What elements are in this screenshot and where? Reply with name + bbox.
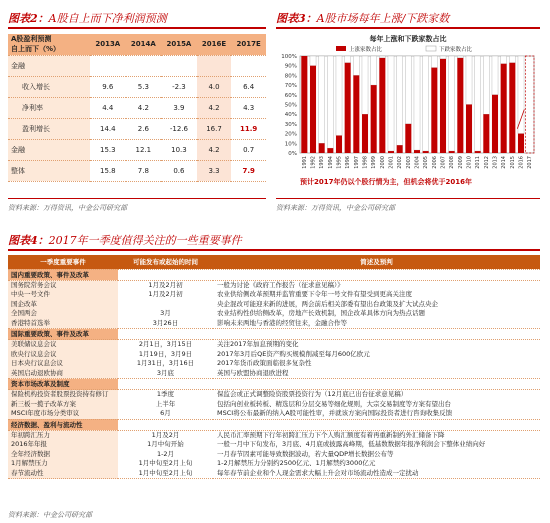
bar-down [353,56,359,75]
section-header-row [8,329,540,340]
bar-up [423,151,429,153]
fig4-body [8,269,540,479]
section-column-c1 [8,430,118,479]
y-tick-label: 0% [288,151,297,157]
bar-up [379,58,385,153]
x-tick-label: 1992 [310,156,317,169]
bar-up [388,151,394,153]
fig4-header-desc: 简述及预判 [213,255,540,269]
section-spacer [118,329,213,340]
cell-line: 一般一月中下旬发布，3月底、4月底或披露高峰期，低基数数据年报净利润会下整体业绩向好 [217,440,486,448]
cell-line: 1月及2月初 [148,280,183,289]
section-column-c3 [213,280,540,329]
cell-line: 一月春节因素可能导致数据波动，若大量QDP增长数据公布等 [217,449,394,458]
cell-line: 央企混改可能迎来新的进展，两会前后相关部委有望出台政策及扩大试点央企 [217,299,438,308]
fig2-header-year: 2017E [231,34,266,55]
cell-line: 1月中旬至2月上旬 [138,459,193,467]
cell-line: 3月 [160,309,171,317]
table-cell: 4.3 [231,97,266,118]
table-cell [126,55,162,76]
fig2-title-text: A股自上而下净利润预测 [48,12,167,25]
fig2-header-year: 2016E [197,34,232,55]
bar-up [457,58,463,153]
x-tick-label: 2010 [466,156,473,169]
x-tick-label: 2001 [388,156,395,169]
bar-up [345,63,351,153]
cell-line [118,300,213,310]
section-title: 国内重要政策、事件及改革 [8,269,118,280]
section-column-c3 [213,390,540,420]
bar-up [397,145,403,153]
cell-line: 1月中旬至2月上旬 [138,468,193,477]
table-cell: 0.6 [161,160,197,181]
table-cell [197,55,232,76]
bar-down [371,56,377,85]
table-row [8,76,266,97]
table-cell: 15.3 [90,139,126,160]
x-tick-label: 1995 [336,156,343,169]
table-cell: 12.1 [126,139,162,160]
bar-up [483,114,489,153]
x-tick-label: 2005 [423,156,430,169]
bar-up [440,59,446,153]
cell-line: 3月底 [156,368,175,377]
x-tick-label: 2015 [509,156,516,169]
bar-up [353,75,359,153]
table-cell: 3.9 [161,97,197,118]
fig3-title-text: A股市场每年上涨/下跌家数 [316,12,450,25]
bar-up [414,150,420,153]
bar-up [466,105,472,154]
row-label: 收入增长 [8,76,90,97]
bar-down [431,56,437,68]
forecast-highlight [525,56,534,153]
x-tick-label: 2002 [397,156,404,169]
cell-line: 日本央行议息会议 [11,359,63,367]
section-content-row [8,340,540,379]
table-row [8,118,266,139]
x-tick-label: 2016 [518,156,525,169]
bar-down [405,56,411,124]
cell-line: 1月中旬开始 [147,440,184,448]
cell-line: 1-2月 [156,449,175,458]
table-cell: 5.3 [126,76,162,97]
table-cell [90,55,126,76]
y-tick-label: 10% [284,141,297,148]
section-spacer [213,379,540,390]
y-tick-label: 20% [284,131,297,138]
table-cell: 7.8 [126,160,162,181]
y-tick-label: 50% [284,102,297,109]
bar-down [466,56,472,105]
cell-line: 每年春节前企业和个人现金需求大幅上升会对市场流动性造成一定扰动 [217,468,419,477]
section-column-c2 [118,390,213,420]
section-header-row [8,379,540,390]
cell-line: 一般为讨论《政府工作报告（征求意见稿）》 [217,280,344,289]
table-cell: -12.6 [161,118,197,139]
legend-swatch-down [426,46,436,51]
y-tick-label: 30% [284,121,297,128]
x-tick-label: 2008 [449,156,456,169]
fig4-source: 资料来源：中金公司研究部 [8,511,92,519]
section-title: 资本市场改革及制度 [8,379,118,390]
cell-line: 春节流动性 [11,468,44,477]
table-cell [231,55,266,76]
cell-line: 1季度 [156,390,175,398]
table-cell: 15.8 [90,160,126,181]
cell-line: 美联储议息会议 [11,340,57,348]
x-tick-label: 1994 [327,156,334,169]
section-column-c1 [8,390,118,420]
cell-line: 国务院常务会议 [11,280,57,289]
fig4-header-row [8,255,540,269]
fig2-table [8,34,266,182]
bar-up [431,68,437,153]
section-spacer [118,379,213,390]
legend-label-up: 上涨家数占比 [349,47,383,53]
table-cell: 4.2 [126,97,162,118]
section-column-c2 [118,340,213,379]
fig3-source: 资料来源：万得资讯，中金公司研究部 [276,204,395,212]
x-tick-label: 1991 [301,156,308,169]
bar-down [518,56,524,134]
bar-down [327,56,333,148]
bar-down [449,56,455,151]
y-tick-label: 60% [284,92,297,99]
bar-up [449,151,455,153]
row-label: 盈利增长 [8,118,90,139]
y-tick-label: 100% [281,54,297,60]
fig2-title [8,10,167,26]
section-column-c2 [118,280,213,329]
cell-line: 影响未来两地与香港的经贸往来，金融合作等 [217,318,347,327]
cell-line: 英国启动退欧协商 [11,368,63,377]
x-tick-label: 1998 [362,156,369,169]
section-title: 国际重要政策、事件及改革 [8,329,118,340]
section-column-c1 [8,280,118,329]
fig2-header-year: 2013A [90,34,126,55]
bar-up [362,114,368,153]
fig4-title [8,232,242,248]
bar-down [310,56,316,66]
table-cell: 4.4 [90,97,126,118]
cell-line: 2016年年报 [11,440,48,448]
bar-down [475,56,481,151]
table-row [8,139,266,160]
cell-line: 2月1日，3月15日 [138,340,193,348]
bar-up [319,143,325,153]
row-label: 整体 [8,160,90,181]
x-tick-label: 2014 [501,156,508,169]
x-tick-label: 2006 [431,156,438,169]
bar-down [501,56,507,64]
fig2-header-label: A股盈利预测 自上而下（%） [8,34,90,55]
cell-line: 欧央行议息会议 [11,349,57,358]
cell-line: 3月26日 [152,318,179,327]
fig4-title-text: 2017年一季度值得关注的一些重要事件 [48,234,242,247]
fig2-header-year: 2015A [161,34,197,55]
y-tick-label: 70% [284,83,297,90]
bar-up [310,66,316,153]
bar-down [492,56,498,95]
table-cell: 6.4 [231,76,266,97]
fig3-title [276,10,449,26]
cell-line: 包括向创业板转板、精选层和分层交易等细化规则，大宗交易制度等方案有望出台 [217,399,451,408]
x-tick-label: 2003 [405,156,412,169]
section-content-row [8,280,540,329]
bar-down [509,56,515,63]
cell-line: 国企改革 [11,299,37,308]
table-cell: 3.3 [197,160,232,181]
section-spacer [118,419,213,430]
fig2-source: 资料来源：万得资讯，中金公司研究部 [8,204,127,212]
legend-label-down: 下跌家数占比 [439,47,473,53]
bar-down [379,56,385,58]
bar-down [388,56,394,151]
table-cell: 2.6 [126,118,162,139]
cell-line: 2017年3月后QE资产购买规模削减至每月600亿欧元 [217,349,370,358]
table-cell: 9.6 [90,76,126,97]
bar-down [336,56,342,136]
fig3-title-num: 图表3： [276,12,317,25]
x-tick-label: 1993 [319,156,326,169]
row-label: 金融 [8,139,90,160]
x-tick-label: 2007 [440,156,447,169]
cell-line: 1月及2月 [151,430,180,439]
x-tick-label: 2012 [483,156,490,169]
cell-line: 1月19日，3月9日 [138,349,193,358]
fig4-header-event: 一季度重要事件 [8,255,118,269]
fig4-rule [8,249,540,251]
y-tick-label: 80% [284,73,297,80]
bar-up [336,136,342,153]
section-column-c3 [213,340,540,379]
x-tick-label: 2004 [414,156,421,169]
bar-up [509,63,515,153]
cell-line: 农业供给侧改革预期并监管重要下令年一号文件有望受到更高关注度 [217,290,412,298]
bar-down [483,56,489,114]
fig2-rule [8,27,266,29]
x-tick-label: 2000 [379,156,386,169]
table-cell: 4.0 [197,76,232,97]
fig3-note: 预计2017年仍以个股行情为主，但机会将优于2016年 [300,178,472,186]
fig3-rule [276,27,540,29]
cell-line: 1-2月解禁压力分别约2500亿元、1月解禁约3000亿元 [217,459,376,467]
cell-line: 关注2017年加息预期的变化 [217,340,299,348]
section-spacer [213,329,540,340]
fig2-header-row [8,34,266,55]
bar-up [518,134,524,153]
table-row [8,160,266,181]
cell-line: 英国与欧盟协商退欧进程 [217,368,289,377]
table-row [8,97,266,118]
section-spacer [213,419,540,430]
cell-line: 6月 [160,409,171,417]
bar-down [319,56,325,143]
section-spacer [213,269,540,280]
x-tick-label: 1999 [371,156,378,169]
cell-line: 全年经济数据 [11,449,50,458]
cell-line: 保险机构投资者股票投资持有修订 [11,390,109,398]
cell-line: 香港特首选举 [11,318,50,327]
table-cell: 7.9 [231,160,266,181]
bar-up [405,124,411,153]
section-title: 经济数据、盈利与流动性 [8,419,118,430]
legend-swatch-up [336,46,346,51]
bar-up [301,56,307,153]
bar-up [327,148,333,153]
cell-line: 上半年 [155,399,176,408]
table-cell: 4.2 [197,97,232,118]
cell-line: 1月31日，3月16日 [136,359,195,367]
bar-up [371,85,377,153]
bar-up [492,95,498,153]
section-header-row [8,269,540,280]
cell-line: 年初跨汇压力 [11,430,50,439]
bar-down [362,56,368,114]
section-content-row [8,430,540,479]
fig3-bottom-rule [276,198,540,199]
section-content-row [8,390,540,420]
bar-down [457,56,463,58]
cell-line: MSCI年度市场分类审议 [11,409,80,417]
table-cell: 11.9 [231,118,266,139]
section-header-row [8,419,540,430]
cell-line: 全国两会 [11,309,37,317]
cell-line: 人民币汇率预期下行年初跨汇压力下个人购汇额度有着再重新制约外汇储备下降 [217,430,445,439]
chart-title: 每年上涨和下跌家数占比 [369,35,447,43]
x-tick-label: 2017 [527,156,534,169]
row-label: 净利率 [8,97,90,118]
fig2-title-num: 图表2： [8,12,49,25]
cell-line: 2017年货币政策面临很多复杂性 [217,359,312,367]
bar-down [397,56,403,145]
fig4-table [8,255,540,479]
section-column-c2 [118,430,213,479]
table-cell: 14.4 [90,118,126,139]
table-cell: 0.7 [231,139,266,160]
cell-line: MSCI将公布最新的纳入A股可能性审，并就该方案向国际投资者进行咨询收集反馈 [217,409,453,417]
cell-line: 1月解禁压力 [11,459,48,467]
table-cell: 16.7 [197,118,232,139]
table-cell: 10.3 [161,139,197,160]
fig2-bottom-rule [8,198,266,199]
bar-up [475,151,481,153]
bar-down [414,56,420,150]
table-cell [161,55,197,76]
section-column-c3 [213,430,540,479]
row-label: 金融 [8,55,90,76]
x-tick-label: 2011 [475,156,482,169]
fig4-title-num: 图表4： [8,234,49,247]
table-row [8,55,266,76]
x-tick-label: 1997 [353,156,360,169]
fig3-chart [276,32,540,177]
section-column-c1 [8,340,118,379]
y-tick-label: 40% [284,112,297,119]
cell-line: 中央一号文件 [11,290,50,298]
section-spacer [118,269,213,280]
cell-line: 农业结构性供给侧改革，房地产长效机制，国企改革具体方向为热点话题 [217,309,425,317]
x-tick-label: 2013 [492,156,499,169]
bar-down [345,56,351,63]
cell-line: 新三板一揽子改革方案 [11,399,76,408]
fig4-header-time: 可能发布或起始的时间 [118,255,213,269]
y-tick-label: 90% [284,63,297,70]
bar-down [423,56,429,151]
fig2-header-year: 2014A [126,34,162,55]
bar-up [501,64,507,153]
fig2-body [8,55,266,181]
x-tick-label: 2009 [457,156,464,169]
cell-line: 保监会或正式调整险资股票投资行为（12月底已出台征求意见稿） [217,390,408,398]
bar-down [440,56,446,59]
table-cell: 4.2 [197,139,232,160]
cell-line: 1月及2月初 [148,290,183,298]
x-tick-label: 1996 [345,156,352,169]
table-cell: -2.3 [161,76,197,97]
